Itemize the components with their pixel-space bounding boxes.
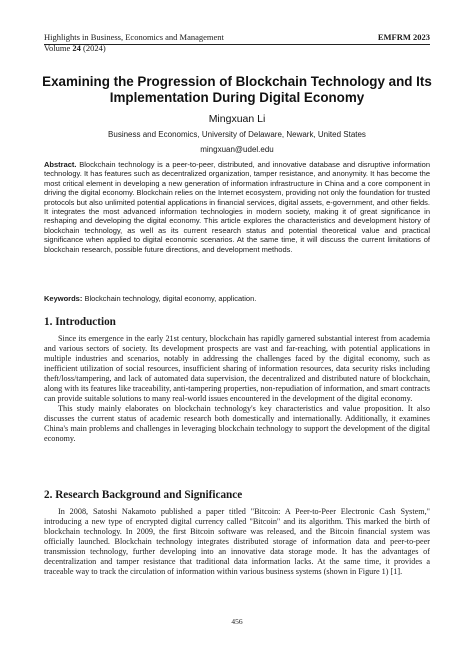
- author-affiliation: Business and Economics, University of Delaware, Newark, United States: [108, 130, 366, 139]
- abstract-text: Blockchain technology is a peer-to-peer, distributed, and innovative database and disruptive information technology. It has features such as decentralized organization, tamper resistance, and anonymity. It has become the most critical element in developing a new generation of information infrastructure in China and a core component in driving the digital economy. Blockchain relies on the Internet ecosystem, providing not only the foundation for trusted protocols but also unlimited potential applications in financial services, digital assets, e-government, and other fields. It integrates the most advanced information technologies in modern society, making it of great significance in reshaping and developing the digital economy. This article explores the characteristics and development history of blockchain technology, as well as its current research status and potential theoretical value and practical significance when applied to digital economic scenarios. At the same time, it will discuss the current limitations of blockchain research, possible future directions, and development methods.: [44, 160, 430, 254]
- section-heading-introduction: 1. Introduction: [44, 316, 116, 328]
- volume-label: Volume: [44, 43, 71, 53]
- author-email: mingxuan@udel.edu: [200, 145, 274, 154]
- section-body-introduction: [44, 334, 430, 444]
- header-rule: [44, 44, 430, 45]
- paragraph: This study mainly elaborates on blockchain technology's key characteristics and value proposition. It also discusses the current status of academic research both domestically and internationally. Additionally, it examines China's main problems and challenges in leveraging blockchain technology to support the development of the digital economy.: [44, 404, 430, 443]
- running-header: [44, 32, 430, 53]
- keywords-text: Blockchain technology, digital economy, application.: [84, 294, 257, 303]
- abstract-label: Abstract.: [44, 160, 77, 169]
- volume-number: 24: [72, 43, 81, 53]
- paragraph: In 2008, Satoshi Nakamoto published a paper titled "Bitcoin: A Peer-to-Peer Electronic Cash System," introducing a new type of encrypted digital currency called "Bitcoin" and its algorithm. This marked the birth of blockchain technology. In 2009, the first Bitcoin software was released, and the Bitcoin financial system was officially launched. Blockchain technology integrates distributed storage of information data and peer-to-peer transmission technology, further developing into an innovative data storage mode. It has the advantages of decentralization and tamper resistance that traditional data information lacks. At the same time, it provides a traceable way to track the circulation of information within various business systems (shown in Figure 1) [1].: [44, 507, 430, 576]
- section-heading-research-background: 2. Research Background and Significance: [44, 489, 243, 501]
- paragraph: Since its emergence in the early 21st century, blockchain has rapidly garnered substantial interest from academia and various sectors of society. Its development prospects are vast and far-reaching, with potential applications in multiple industries and scenarios, notably in addressing the challenges faced by the digital economy, such as inefficient utilization of social resources, insufficient sharing of information resources, data security risks including theft/loss/tampering, and lack of automated data supervision, the decentralized and distributed nature of blockchain, along with its features like traceability, anti-tampering properties, non-repudiation of information, and smart contracts can provide suitable solutions to many real-world issues encountered in the development of the digital economy.: [44, 334, 430, 403]
- conference-name: EMFRM 2023: [377, 32, 430, 42]
- journal-name: Highlights in Business, Economics and Management: [44, 32, 224, 42]
- section-body-research-background: [44, 507, 430, 577]
- page-number: 456: [231, 617, 243, 626]
- abstract: [44, 160, 430, 254]
- paper-title: Examining the Progression of Blockchain Technology and Its Implementation During Digital Economy: [42, 74, 432, 105]
- keywords: [44, 294, 430, 303]
- keywords-label: Keywords:: [44, 294, 83, 303]
- author-name: Mingxuan Li: [208, 113, 266, 125]
- volume-year: (2024): [83, 43, 106, 53]
